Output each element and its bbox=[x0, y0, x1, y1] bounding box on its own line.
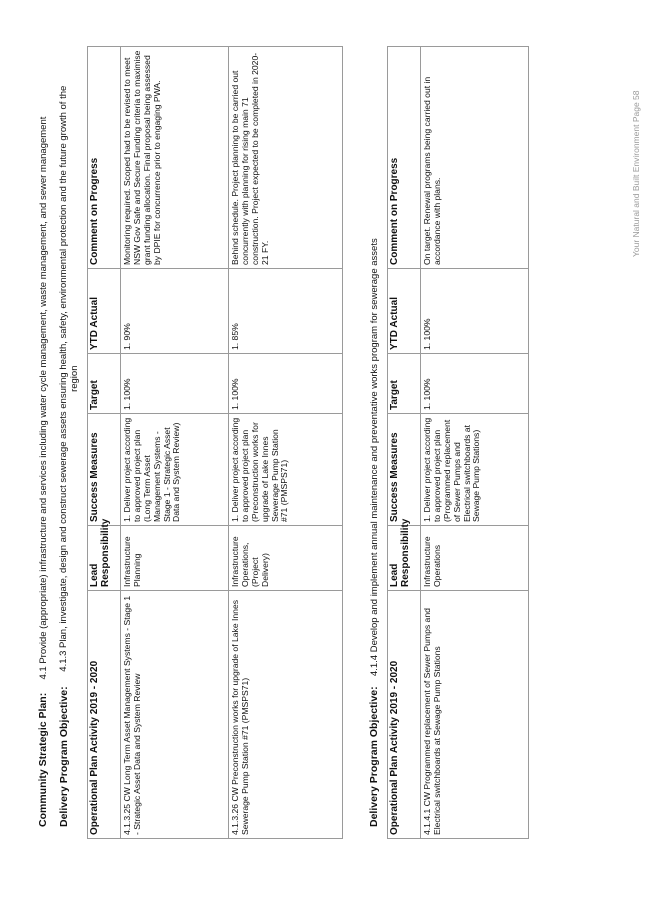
strategic-plan-label: Community Strategic Plan: bbox=[37, 692, 49, 827]
header-measures: Success Measures bbox=[388, 414, 421, 526]
cell-comment: Behind schedule. Project planning to be carried out concurrently with planning for rising main 71 construction. Project expected to be completed in 2020-21 FY. bbox=[229, 47, 343, 269]
header-ytd: YTD Actual bbox=[88, 269, 121, 354]
activities-table-2 bbox=[387, 46, 529, 839]
table-row bbox=[421, 47, 529, 839]
cell-lead: Infrastructure Operations bbox=[421, 526, 529, 591]
cell-measures: 1. Deliver project according to approved project plan (Preconstruction works for upgrade of Lake Innes Sewerage Pump Station #71 (PMSPS71) bbox=[229, 414, 343, 526]
header-ytd: YTD Actual bbox=[388, 269, 421, 354]
cell-target: 1. 100% bbox=[121, 354, 229, 414]
table-row bbox=[121, 47, 229, 839]
cell-measures: 1. Deliver project according to approved project plan (Long Term Asset Management Systems - Stage 1 - Strategic Asset Data and System Review) bbox=[121, 414, 229, 526]
cell-activity: 4.1.3.26 CW Preconstruction works for upgrade of Lake Innes Sewerage Pump Station #71 (PMSPS71) bbox=[229, 591, 343, 839]
objective-2-value: 4.1.4 Develop and implement annual maintenance and preventative works program for sewerage assets bbox=[369, 238, 380, 677]
header-activity: Operational Plan Activity 2019 - 2020 bbox=[88, 591, 121, 839]
header-target: Target bbox=[388, 354, 421, 414]
strategic-plan-line bbox=[37, 117, 49, 827]
objective-2-line bbox=[368, 238, 380, 827]
objective-1-line bbox=[58, 67, 80, 827]
cell-lead: Infrastructure Operations, (Project Delivery) bbox=[229, 526, 343, 591]
header-target: Target bbox=[88, 354, 121, 414]
header-comment: Comment on Progress bbox=[88, 47, 121, 269]
cell-ytd: 1. 85% bbox=[229, 269, 343, 354]
cell-ytd: 1. 90% bbox=[121, 269, 229, 354]
header-measures: Success Measures bbox=[88, 414, 121, 526]
table-row bbox=[229, 47, 343, 839]
cell-target: 1. 100% bbox=[229, 354, 343, 414]
cell-lead: Infrastructure Planning bbox=[121, 526, 229, 591]
cell-comment: Monitoring required. Scoped had to be revised to meet NSW Gov Safe and Secure Funding criteria to maximise grant funding allocation. Final proposal being assessed by DPIE for concurrence prior to engaging PWA. bbox=[121, 47, 229, 269]
activities-table-1 bbox=[87, 46, 343, 839]
header-activity: Operational Plan Activity 2019 - 2020 bbox=[388, 591, 421, 839]
objective-1-value: 4.1.3 Plan, investigate, design and construct sewerage assets ensuring health, safety, environmental protection and the future growth of the region bbox=[58, 85, 81, 672]
header-comment: Comment on Progress bbox=[388, 47, 421, 269]
header-lead: Lead Responsibility bbox=[88, 526, 121, 591]
strategic-plan-value: 4.1 Provide (appropriate) infrastructure and services including water cycle management, waste management, and sewer management bbox=[38, 116, 49, 680]
cell-comment: On target. Renewal programs being carried out in accordance with plans. bbox=[421, 47, 529, 269]
header-lead: Lead Responsibility bbox=[388, 526, 421, 591]
cell-activity: 4.1.3.25 CW Long Term Asset Management Systems - Stage 1 - Strategic Asset Data and System Review bbox=[121, 591, 229, 839]
table-1-header-row bbox=[88, 47, 121, 839]
page-footer: Your Natural and Built Environment Page 58 bbox=[631, 90, 641, 257]
cell-measures: 1. Deliver project according to approved project plan (Programmed replacement of Sewer Pumps and Electrical switchboards at Sewage Pump Stations) bbox=[421, 414, 529, 526]
cell-ytd: 1. 100% bbox=[421, 269, 529, 354]
objective-1-label: Delivery Program Objective: bbox=[58, 686, 70, 827]
cell-target: 1. 100% bbox=[421, 354, 529, 414]
cell-activity: 4.1.4.1 CW Programmed replacement of Sewer Pumps and Electrical switchboards at Sewage Pump Stations bbox=[421, 591, 529, 839]
objective-2-label: Delivery Program Objective: bbox=[368, 686, 380, 827]
table-2-header-row bbox=[388, 47, 421, 839]
